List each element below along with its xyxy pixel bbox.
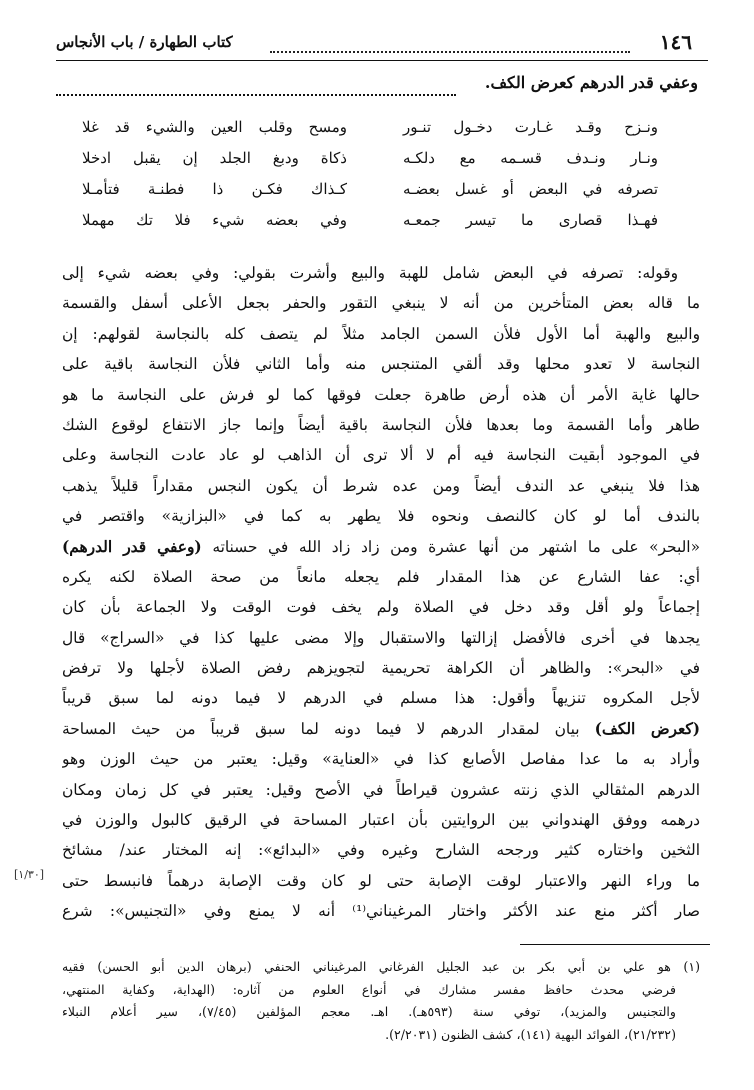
text-line: وأراد به ما عدا مفاصل الأصابع كذا في «العناية» وقيل: يعتبر من حيث الوزن وهو — [62, 750, 700, 769]
poem-verse — [82, 149, 658, 177]
matn-highlight: (كعرض الكف) — [594, 719, 700, 738]
hemistich-first: تصرفه في البعض أو غسل بعضـه — [403, 180, 658, 198]
text-line: لأجل المكروه تنزيهاً وأقول: هذا مسلم في الدرهم لا فيما دونه لما سبق قريباً — [62, 689, 700, 708]
text-line: ما قاله بعض المتأخرين من أنه لا ينبغي التقور والحفر بجعل الأعلى أسفل والقسمة — [62, 294, 700, 313]
hemistich-first: ونـار ونـدف قسـمه مع دلكـه — [403, 149, 658, 167]
text-line: حالها غاية الأمر أن هذه أرض طاهرة جعلت فوقها كما لو فرش على النجاسة ما هو — [62, 385, 700, 404]
text-line: هذا فلا ينبغي عد الندف أيضاً ومن عده شرط أن يكون النجس مقداراً قليلاً يذهب — [62, 476, 700, 495]
footnotes — [62, 956, 700, 1046]
footnote-line: والتجنيس والمزيد)، توفي سنة (٥٩٣هـ). اهـ. معجم المؤلفين (٧/٤٥)، سير أعلام النبلاء — [62, 1004, 676, 1019]
text-line: وقوله: تصرفه في البعض شامل للهبة والبيع وأشرت بقولي: وفي بعضه شيء إلى — [62, 264, 678, 282]
text-segment: بيان لمقدار الدرهم لا فيما دونه لما سبق قريباً من حيث المساحة — [62, 719, 580, 738]
text-line — [62, 532, 700, 562]
footnote-separator — [520, 944, 710, 945]
text-line: الثخين واختاره كثير ورجحه الشارح وغيره وفي «البدائع»: إنه المختار عند/ مشائخ — [62, 841, 700, 860]
footnote-line: (٢١/٢٣٢)، الفوائد البهية (١٤١)، كشف الظنون (٢/٢٠٣١). — [385, 1026, 676, 1042]
section-heading: وعفي قدر الدرهم كعرض الكف. — [484, 73, 698, 92]
text-line: في الموجود أبقيت النجاسة فيه أم لا ألا ترى أن الذاهب لو عاد عادت النجاسة وعلى — [62, 446, 700, 465]
text-segment: «البحر» على ما اشتهر من أنها عشرة ومن زاد زاد الله في حسناته — [212, 537, 700, 556]
header-dot-leader — [270, 51, 630, 53]
text-line: ما وراء النهر والاعتبار لوقت الإصابة حتى لو كان وقت الإصابة درهماً فانبسط حتى — [62, 871, 700, 890]
hemistich-second: وفي بعضه شيء فلا تك مهملا — [82, 211, 347, 229]
text-line: صار أكثر منع عند الأكثر واختار المرغيناني⁽¹⁾ أنه لا يمنع وفي «التجنيس»: شرع — [62, 902, 700, 921]
poem — [82, 118, 658, 250]
poem-verse — [82, 118, 658, 146]
hemistich-first: فهـذا قصارى ما تيسر جمعـه — [403, 211, 658, 229]
text-line: درهمه ووفق الهندواني بين الروايتين بأن اعتبار المساحة في الرقيق كالبول والوزن في — [62, 811, 700, 830]
page-number: ١٤٦ — [659, 30, 692, 54]
body-text — [62, 258, 700, 927]
hemistich-second: ومسح وقلب العين والشيء قد غلا — [82, 118, 347, 136]
text-line: بالندف أما لو كان كالنصف ونحوه فلا يطهر به كما في «البزازية» واقتصر في — [62, 507, 700, 526]
text-line: النجاسة لا تعدو محلها وقد ألقي المتنجس منه وأما الثاني فلأن النجاسة باقية على — [62, 355, 700, 374]
hemistich-second: ذكاة ودبغ الجلد إن يقبل ادخلا — [82, 149, 347, 167]
running-header-title: كتاب الطهارة / باب الأنجاس — [56, 33, 233, 51]
matn-highlight: (وعفي قدر الدرهم) — [62, 537, 202, 556]
poem-verse — [82, 211, 658, 239]
hemistich-first: ونـزح وقـد غـارت دخـول تنـور — [403, 118, 658, 136]
text-line — [62, 714, 700, 744]
footnote-line: فرضي محدث حافظ مفسر مشارك في أنواع العلوم من آثاره: (الهداية، وكفاية المنتهي، — [62, 981, 676, 997]
text-line: إجماعاً ولو أقل وقد دخل في الصلاة ولم يخف فوت الوقت ولا الجماعة بأن كان — [62, 598, 700, 617]
poem-verse — [82, 180, 658, 208]
manuscript-margin-reference: [١/٣٠] — [14, 868, 45, 881]
text-line: يجدها في أخرى فالأفضل إزالتها والاستقبال وإلا مضى عليها كذا في «السراج» قال — [62, 628, 700, 647]
text-line: والبيع والهبة أما الأول فلأن السمن الجامد مثلاً لم يتصف كله بالنجاسة لقولهم: إن — [62, 324, 700, 343]
footnote-line: (١) هو علي بن أبي بكر بن عبد الجليل الفرغاني المرغيناني الحنفي (برهان الدين أبو الحسن) فقيه — [62, 959, 700, 974]
text-line: الدرهم المثقالي الذي زنته عشرون قيراطاً في الأصح وقيل: يعتبر في كل زمان ومكان — [62, 780, 700, 799]
text-line: أي: عفا الشارع عن هذا المقدار فلم يجعله مانعاً من صحة الصلاة لكنه يكره — [62, 567, 700, 586]
header-rule — [56, 60, 708, 61]
section-dot-leader — [56, 94, 456, 96]
text-line: طاهر وأما القسمة وما بعدها فلأن النجاسة باقية أيضاً وإنما جاز الانتفاع لوقوع الشك — [62, 415, 700, 434]
hemistich-second: كـذاك فكـن ذا فطنـة فتأمـلا — [82, 180, 347, 198]
text-line: في «البحر»: والظاهر أن الكراهة تحريمية لتجويزهم رفض الصلاة لأجلها ولا ترفض — [62, 659, 700, 678]
